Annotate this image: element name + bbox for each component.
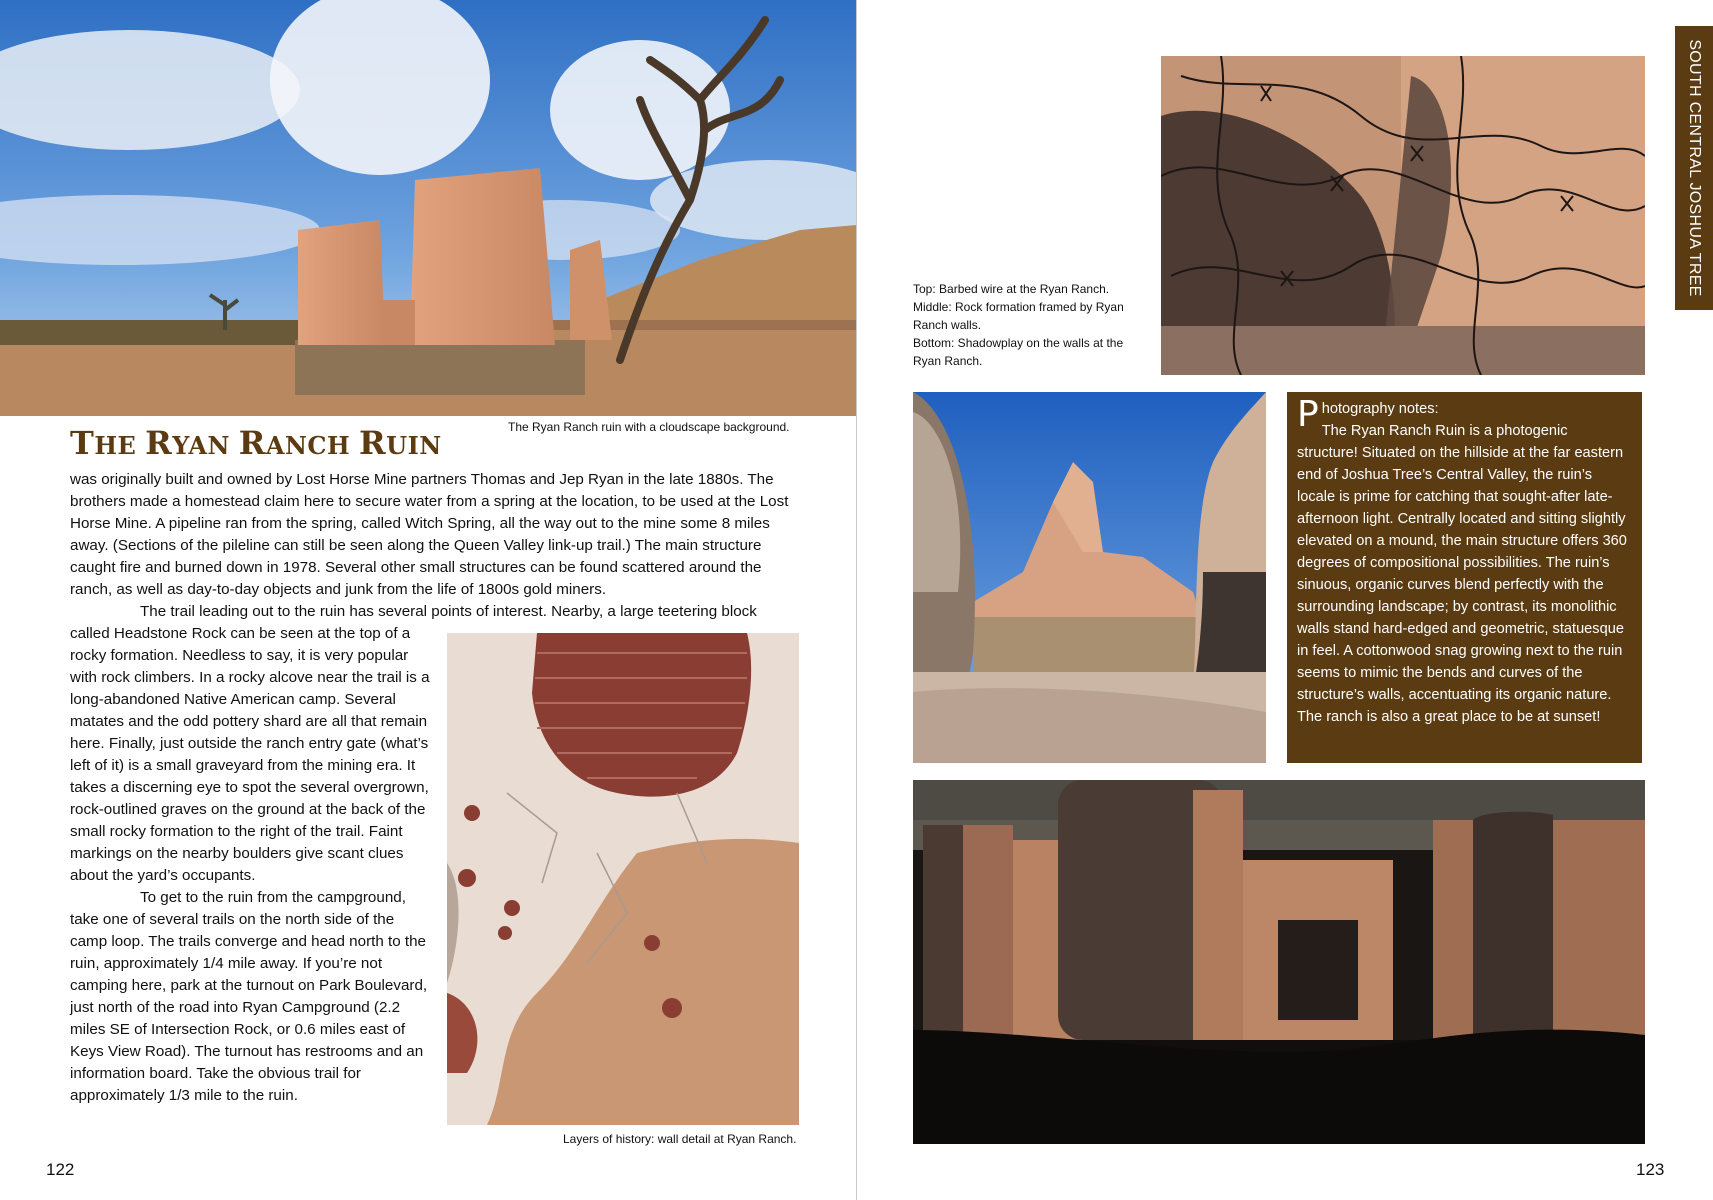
notes-dropcap: P: [1297, 394, 1319, 435]
notes-body: The Ryan Ranch Ruin is a photogenic structure! Situated on the hillside at the far eastern end of Joshua Tree’s Central Valley, the ruin’s locale is prime for catching that sought-after late-afternoon light. Centrally located and sitting slightly elevated on a mound, the main structure offers 360 degrees of compositional possibilities. The ruin’s sinuous, organic curves blend perfectly with the surrounding landscape; by contrast, its monolithic walls stand hard-edged and geometric, statuesque in feel. A cottonwood snag growing next to the ruin seems to mimic the bends and curves of the structure’s walls, accentuating its organic nature. The ranch is also a great place to be at sunset!: [1297, 423, 1627, 725]
rock-formation-photo: [913, 392, 1266, 763]
barbed-wire-photo: [1161, 56, 1645, 375]
paragraph-2-lead: The trail leading out to the ruin has several points of interest. Nearby, a large teetering block: [140, 603, 757, 620]
narrow-column: [70, 623, 430, 1107]
paragraph-1: was originally built and owned by Lost Horse Mine partners Thomas and Jep Ryan in the late 1880s. The brothers made a homestead claim here to secure water from a spring at the location, to be used at the Lost Horse Mine. A pipeline ran from the spring, called Witch Spring, all the way out to the mine some 8 miles away. (Sections of the pileline can still be seen along the Queen Valley link-up trail.) The main structure caught fire and burned down in 1978. Several other small structures can be found scattered around the ranch, as well as day-to-day objects and junk from the life of 1800s gold miners.: [70, 471, 789, 598]
wall-detail-caption: Layers of history: wall detail at Ryan Ranch.: [563, 1132, 797, 1146]
page-number-left: 122: [46, 1160, 75, 1179]
caption-bottom: Bottom: Shadowplay on the walls at the Ryan Ranch.: [913, 336, 1124, 368]
photography-notes-box: [1287, 392, 1642, 763]
paragraph-3: To get to the ruin from the campground, take one of several trails on the north side of the camp loop. The trails converge and head north to the ruin, approximately 1/4 mile away. If you’re not camping here, park at the turnout on Park Boulevard, just north of the road into Ryan Campground (2.2 miles SE of Intersection Rock, or 0.6 miles east of Keys View Road). The turnout has restrooms and an information board. Take the obvious trail for approximately 1/3 mile to the ruin.: [70, 889, 428, 1104]
paragraph-2-rest: called Headstone Rock can be seen at the top of a rocky formation. Needless to say, it is very popular with rock climbers. In a rocky alcove near the trail is a long-abandoned Native American camp. Several matates and the odd pottery shard are all that remain here. Finally, just outside the ranch entry gate (what’s left of it) is a small graveyard from the mining era. It takes a discerning eye to spot the several overgrown, rock-outlined graves on the ground at the back of the small rocky formation to the right of the trail. Faint markings on the nearby boulders give scant clues about the yard’s occupants.: [70, 625, 430, 884]
page-number-right: 123: [1636, 1160, 1665, 1179]
intro-paragraphs: [70, 469, 796, 623]
left-page: [0, 0, 856, 1200]
caption-middle: Middle: Rock formation framed by Ryan Ranch walls.: [913, 300, 1124, 332]
right-page: [857, 0, 1713, 1200]
photo-captions-block: [913, 280, 1143, 370]
chapter-tab: [1675, 26, 1713, 310]
chapter-tab-label: SOUTH CENTRAL JOSHUA TREE: [1686, 39, 1703, 297]
hero-photo-ryan-ranch-ruin: [0, 0, 856, 416]
page-title: THE RYAN RANCH RUIN: [70, 424, 442, 462]
hero-caption: The Ryan Ranch ruin with a cloudscape background.: [508, 420, 790, 434]
notes-heading: hotography notes:: [1321, 401, 1439, 417]
shadowplay-photo: [913, 780, 1645, 1144]
caption-top: Top: Barbed wire at the Ryan Ranch.: [913, 282, 1110, 296]
wall-detail-photo: [447, 633, 799, 1125]
